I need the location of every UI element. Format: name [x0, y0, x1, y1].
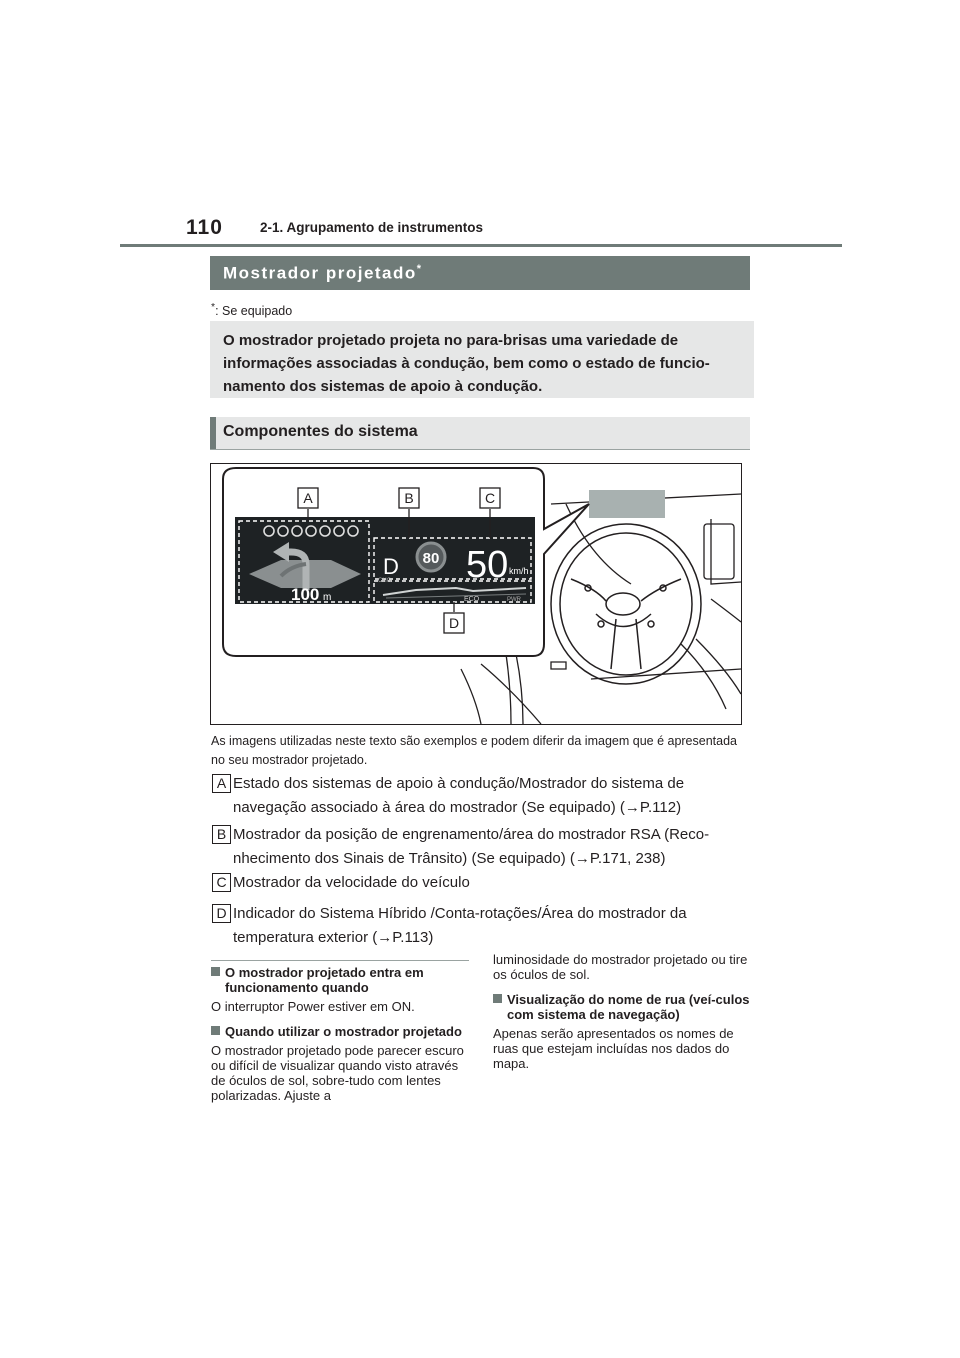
note-heading: Visualização do nome de rua (veí-culos com sistema de navegação)	[493, 992, 751, 1022]
item-tag: B	[212, 825, 231, 844]
notes-rule	[211, 960, 469, 961]
item-text: Indicador do Sistema Híbrido /Conta-rotações/Área do mostrador da temperatura exterior (→P.113)	[233, 905, 687, 946]
note-continuation: luminosidade do mostrador projetado ou tire os óculos de sol.	[493, 952, 748, 982]
dashboard-illustration	[211, 464, 741, 724]
pwr-label: PWR	[507, 597, 521, 603]
intro-text: O mostrador projetado projeta no para-brisas uma variedade de informações associadas à condução, bem como o estado de funcio-namento dos sistemas de apoio à condução.	[223, 332, 710, 395]
page-number: 110	[186, 216, 223, 239]
speed-value: 50	[466, 544, 509, 586]
item-tag: A	[212, 774, 231, 793]
subsection-title: Componentes do sistema	[223, 423, 418, 440]
note-body: Apenas serão apresentados os nomes de ruas que estejam incluídas nos dados do mapa.	[493, 1026, 734, 1071]
steering-wheel-icon	[551, 524, 701, 684]
component-item-d	[212, 902, 742, 950]
projection-area	[589, 490, 665, 518]
callout-b: B	[404, 490, 414, 506]
intro-box	[210, 321, 754, 398]
component-item-b	[212, 823, 742, 871]
callout-a: A	[303, 490, 313, 506]
note-heading: Quando utilizar o mostrador projetado	[211, 1024, 473, 1039]
subsection-bar	[210, 417, 750, 450]
components-figure	[210, 463, 742, 725]
item-tag: D	[212, 904, 231, 923]
gear-indicator: D	[383, 554, 399, 579]
item-tag: C	[212, 873, 231, 892]
header-rule	[120, 244, 842, 247]
distance-unit: m	[323, 592, 332, 603]
notes-right-column	[493, 952, 751, 1081]
item-text: Mostrador da velocidade do veículo	[233, 874, 470, 891]
eco-label: ECO	[464, 596, 480, 603]
chg-label: CHG	[378, 578, 392, 584]
callout-c: C	[484, 490, 496, 506]
figure-caption: As imagens utilizadas neste texto são exemplos e podem diferir da imagem que é apresentada no seu mostrador projetado.	[211, 734, 737, 767]
callout-d: D	[448, 615, 460, 631]
footnote: *: Se equipado	[211, 302, 293, 319]
item-text: Estado dos sistemas de apoio à condução/Mostrador do sistema de navegação associado à área do mostrador (Se equipado) (→P.112)	[233, 775, 685, 816]
running-head: 2-1. Agrupamento de instrumentos	[260, 220, 484, 235]
speed-limit-value: 80	[422, 550, 440, 567]
section-title: Mostrador projetado*	[223, 263, 423, 283]
asterisk: *	[416, 263, 423, 275]
notes-left-column	[211, 965, 473, 1113]
component-item-a	[212, 772, 742, 820]
subsection-accent	[210, 417, 216, 449]
item-text: Mostrador da posição de engrenamento/área do mostrador RSA (Reco-nhecimento dos Sinais de Trânsito) (Se equipado) (→P.171, 238)	[233, 826, 710, 867]
speed-unit: km/h	[509, 566, 529, 576]
section-title-bar	[210, 256, 750, 290]
note-body: O mostrador projetado pode parecer escuro ou difícil de visualizar quando visto através de óculos de sol, sobre-tudo com lentes polarizadas. Ajuste a	[211, 1043, 464, 1103]
note-heading: O mostrador projetado entra em funcionamento quando	[211, 965, 473, 995]
note-body: O interruptor Power estiver em ON.	[211, 999, 415, 1014]
distance-value: 100	[291, 585, 320, 604]
component-item-c	[212, 871, 742, 895]
